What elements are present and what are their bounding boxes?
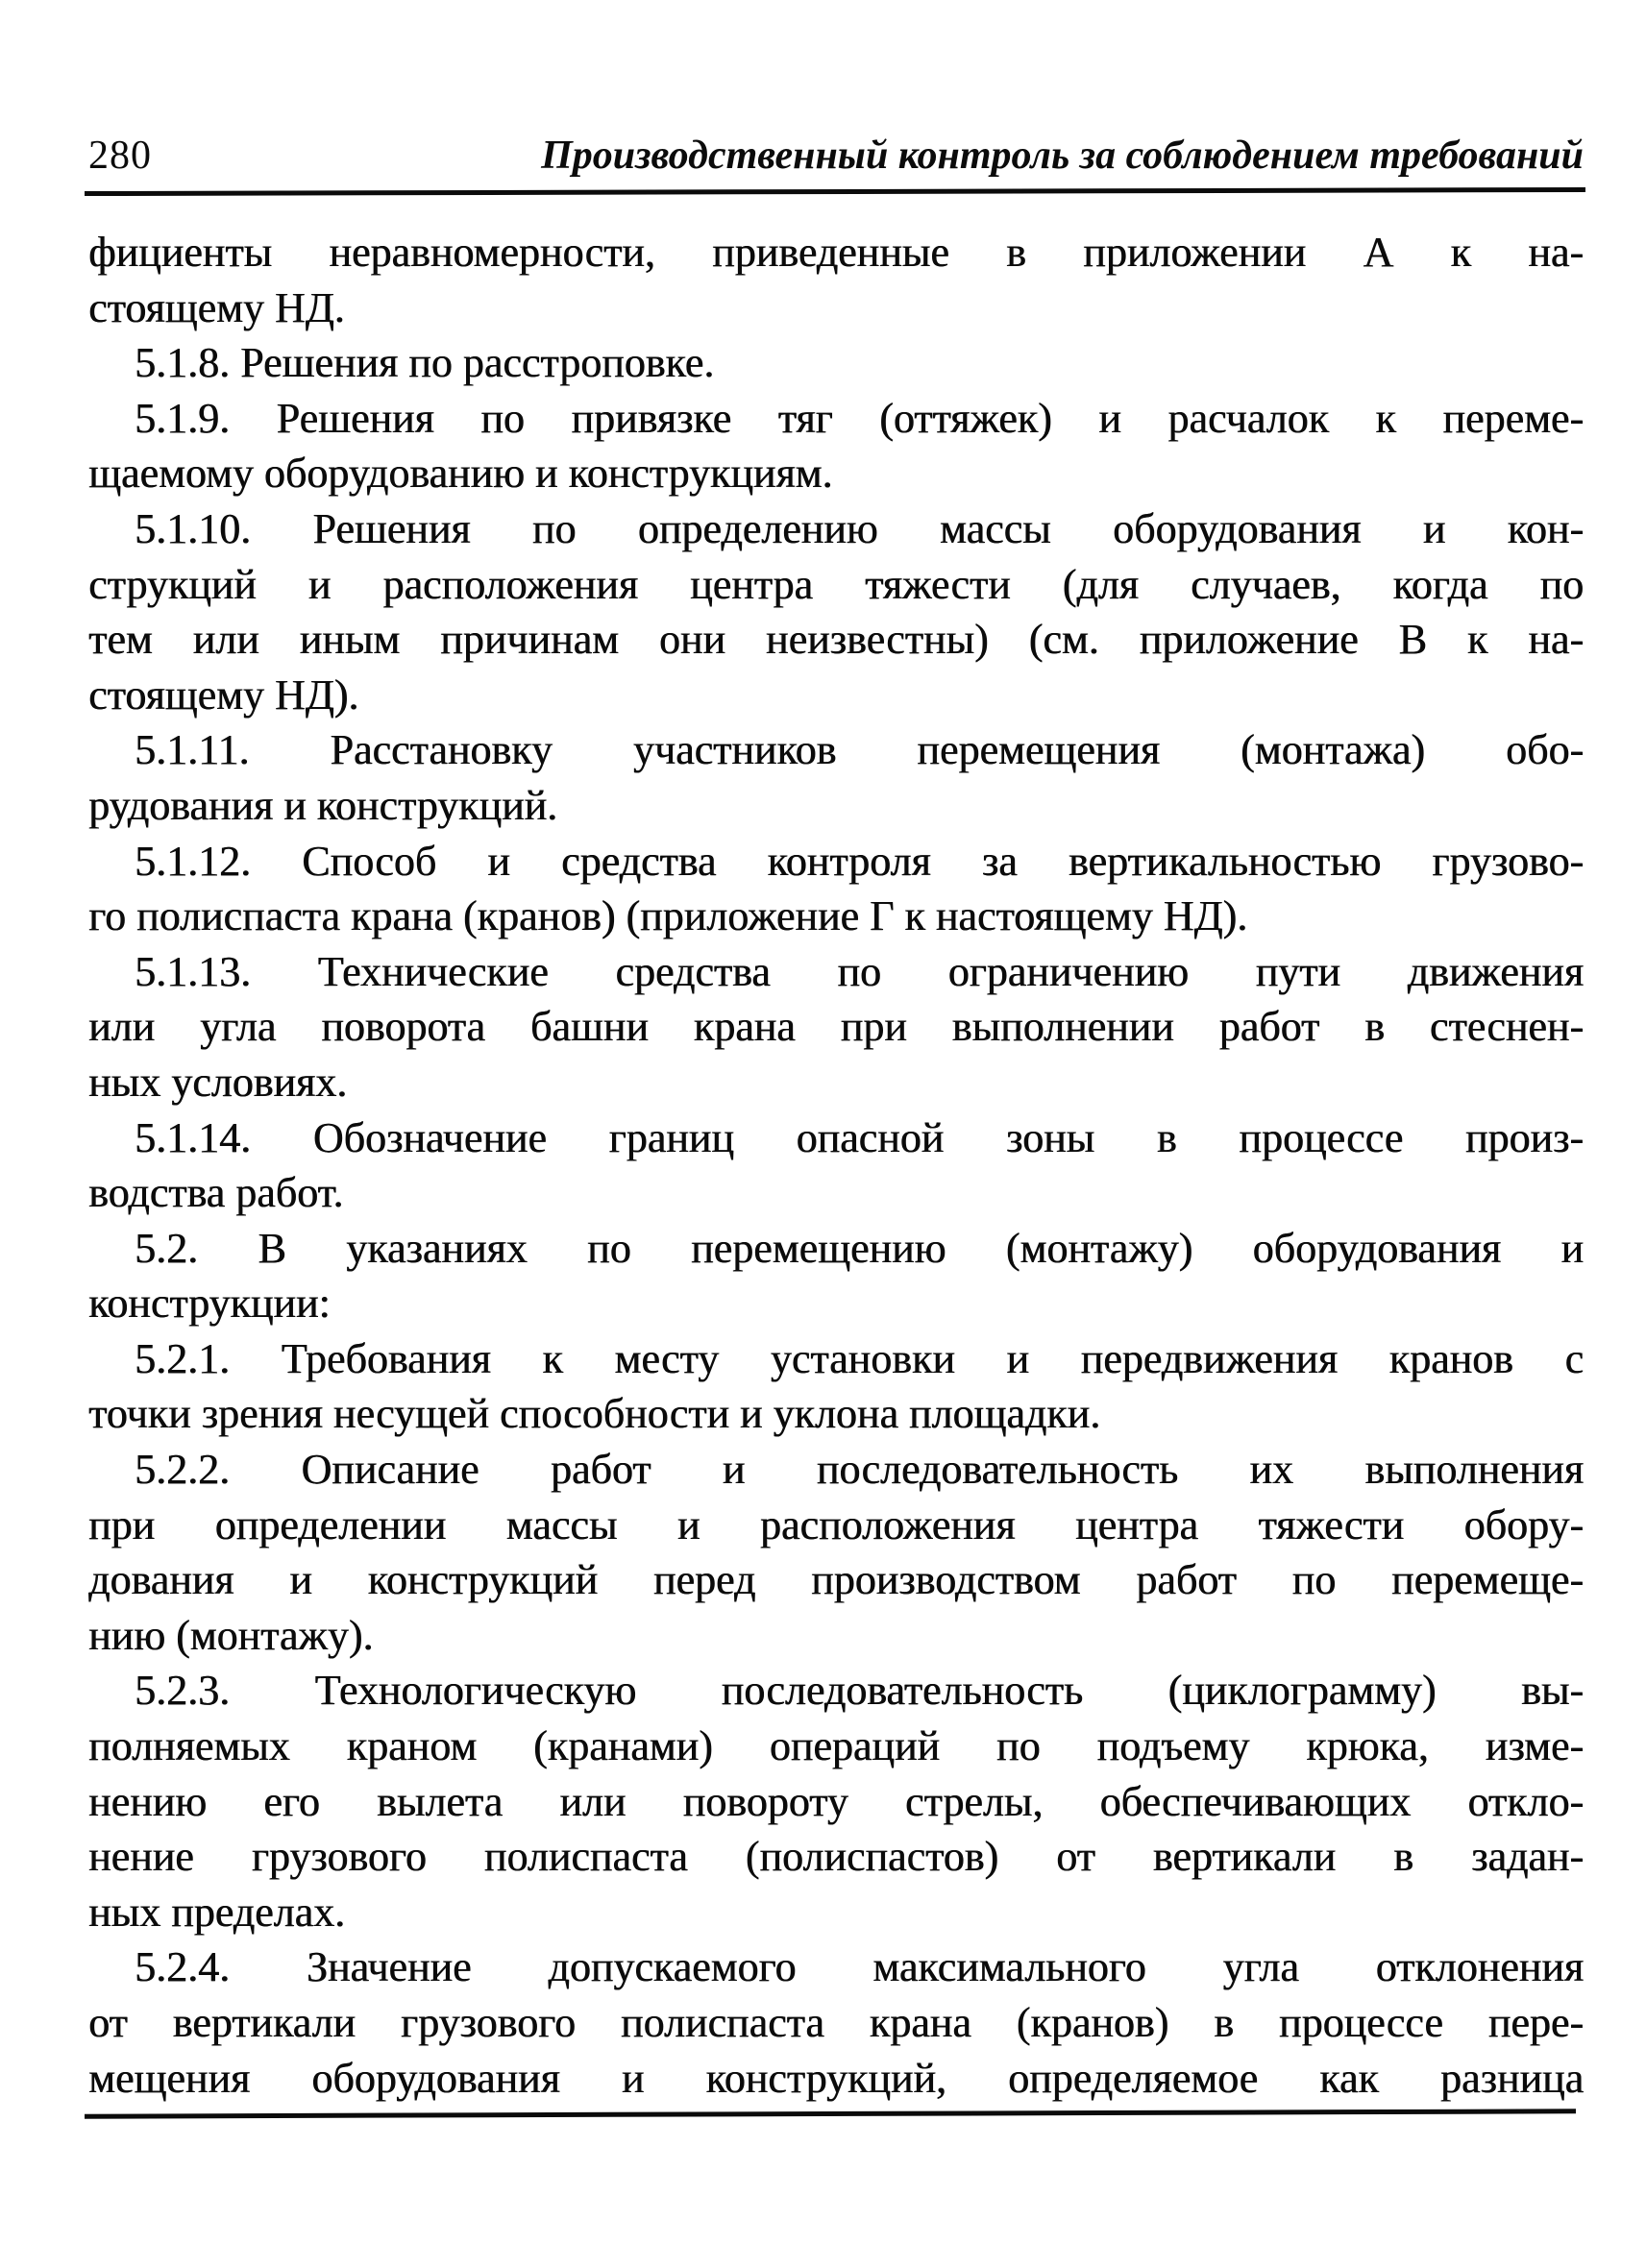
page-header (88, 129, 1584, 183)
text-line: дования и конструкций перед производством работ по перемеще- (88, 1556, 1584, 1604)
text-line: нию (монтажу). (88, 1611, 374, 1659)
text-line: го полиспаста крана (кранов) (приложение Г к настоящему НД). (88, 892, 1248, 940)
text-line: щаемому оборудованию и конструкциям. (88, 450, 833, 498)
running-title: Производственный контроль за соблюдением требований (541, 134, 1584, 178)
text-line: 5.1.9. Решения по привязке тяг (оттяжек) и расчалок к переме- (135, 394, 1584, 442)
text-line: 5.1.13. Технические средства по ограничению пути движения (135, 947, 1584, 995)
text-line: 5.1.10. Решения по определению массы оборудования и кон- (135, 504, 1584, 552)
text-line: водства работ. (88, 1169, 344, 1217)
text-line: при определении массы и расположения центра тяжести обору- (88, 1500, 1584, 1549)
text-line: 5.2.4. Значение допускаемого максимального угла отклонения (135, 1943, 1584, 1991)
page-number: 280 (88, 134, 152, 178)
text-line: струкций и расположения центра тяжести (для случаев, когда по (88, 560, 1584, 608)
text-line: 5.1.11. Расстановку участников перемещения (монтажа) обо- (135, 726, 1584, 774)
text-line: ных пределах. (88, 1888, 346, 1936)
text-line: точки зрения несущей способности и уклона площадки. (88, 1390, 1101, 1438)
body-text (88, 225, 1584, 2106)
text-line: 5.1.8. Решения по расстроповке. (135, 339, 715, 387)
text-line: конструкции: (88, 1280, 331, 1328)
text-line: 5.1.12. Способ и средства контроля за вертикальностью грузово- (135, 837, 1584, 885)
footer-rule (85, 2109, 1576, 2118)
header-rule (85, 187, 1585, 196)
text-line: стоящему НД). (88, 671, 359, 719)
text-line: полняемых краном (кранами) операций по подъему крюка, изме- (88, 1722, 1584, 1770)
text-line: 5.2. В указаниях по перемещению (монтажу) оборудования и (135, 1224, 1584, 1272)
text-line: нение грузового полиспаста (полиспастов) от вертикали в задан- (88, 1833, 1584, 1881)
text-line: ных условиях. (88, 1058, 348, 1106)
text-line: фициенты неравномерности, приведенные в приложении А к на- (88, 229, 1584, 276)
text-line: 5.2.2. Описание работ и последовательность их выполнения (135, 1446, 1584, 1494)
text-line: 5.1.14. Обозначение границ опасной зоны в процессе произ- (135, 1113, 1584, 1161)
text-line: тем или иным причинам они неизвестны) (см. приложение В к на- (88, 616, 1584, 664)
text-line: 5.2.1. Требования к месту установки и передвижения кранов с (135, 1334, 1584, 1382)
text-line: 5.2.3. Технологическую последовательность (циклограмму) вы- (135, 1667, 1584, 1715)
text-line: мещения оборудования и конструкций, определяемое как разница (88, 2054, 1584, 2102)
text-line: рудования и конструкций. (88, 781, 558, 829)
text-line: нению его вылета или повороту стрелы, обеспечивающих откло- (88, 1777, 1584, 1825)
text-line: от вертикали грузового полиспаста крана (кранов) в процессе пере- (88, 1999, 1584, 2046)
text-line: стоящему НД. (88, 283, 345, 331)
text-line: или угла поворота башни крана при выполнении работ в стеснен- (88, 1003, 1584, 1051)
